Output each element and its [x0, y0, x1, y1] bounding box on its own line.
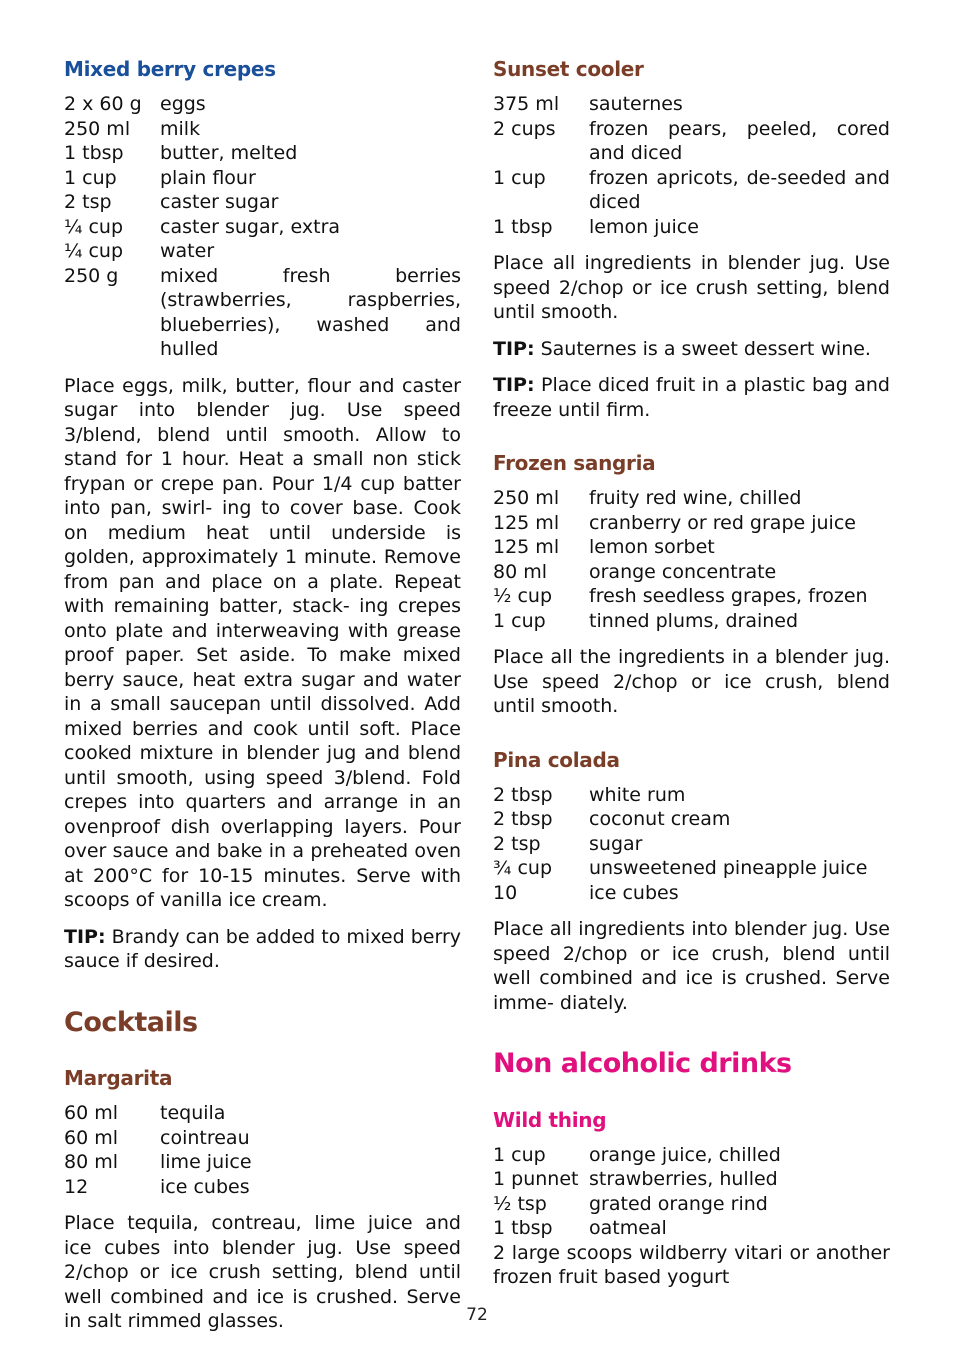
recipe-title-frozen-sangria: Frozen sangria — [493, 451, 656, 475]
tip-text: Place diced fruit in a plastic bag and freeze until firm. — [493, 374, 890, 421]
ingredient-item: tequila — [160, 1102, 226, 1125]
ingredient-item: oatmeal — [589, 1217, 667, 1240]
ingredient-list-frozen-sangria — [493, 486, 890, 633]
ingredient-qty: 2 x 60 g — [64, 93, 142, 115]
ingredient-row — [493, 215, 890, 240]
ingredient-item: fruity red wine, chilled — [589, 487, 802, 509]
ingredient-item: orange concentrate — [589, 560, 777, 583]
ingredient-qty: ½ cup — [493, 585, 553, 607]
ingredient-row — [493, 807, 890, 832]
recipe-title-mixed-berry-crepes: Mixed berry crepes — [64, 57, 276, 81]
ingredient-qty: ¼ cup — [64, 215, 124, 238]
ingredient-row — [493, 783, 890, 808]
ingredient-row — [493, 117, 890, 166]
ingredient-item: ice cubes — [589, 881, 679, 904]
ingredient-item: grated orange rind — [589, 1192, 768, 1215]
ingredient-item: ice cubes — [160, 1175, 250, 1198]
page-number: 72 — [466, 1305, 488, 1325]
right-column — [493, 58, 890, 1302]
section-heading-non-alcoholic-drinks: Non alcoholic drinks — [493, 1048, 792, 1079]
ingredient-list-pina-colada — [493, 783, 890, 906]
recipe-title-wild-thing: Wild thing — [493, 1107, 607, 1132]
left-column — [64, 58, 461, 1346]
section-heading-cocktails: Cocktails — [64, 1006, 198, 1038]
ingredient-item: sugar — [589, 832, 643, 855]
ingredient-qty: 2 tsp — [64, 191, 112, 213]
ingredient-qty: 375 ml — [493, 93, 560, 115]
ingredient-qty: 12 — [64, 1175, 89, 1198]
ingredient-row — [64, 1175, 461, 1200]
ingredient-row — [493, 1216, 890, 1241]
ingredient-item: white rum — [589, 783, 686, 806]
ingredient-qty: 1 tbsp — [64, 142, 124, 164]
ingredient-item: caster sugar — [160, 191, 279, 213]
ingredient-row — [493, 560, 890, 585]
ingredient-row — [64, 215, 461, 240]
recipe-title-pina-colada: Pina colada — [493, 747, 620, 772]
ingredient-qty: ½ tsp — [493, 1192, 547, 1215]
tip-sunset-cooler-2 — [493, 373, 890, 422]
ingredient-item: coconut cream — [589, 808, 731, 830]
ingredient-item: fresh seedless grapes, frozen — [589, 585, 868, 607]
ingredient-qty: 80 ml — [493, 560, 548, 583]
ingredient-row — [64, 190, 461, 215]
ingredient-row — [493, 609, 890, 634]
ingredient-row — [64, 117, 461, 142]
ingredient-row — [64, 141, 461, 166]
ingredient-qty: 2 tsp — [493, 832, 541, 855]
ingredient-item: cranberry or red grape juice — [589, 511, 856, 534]
ingredient-row — [493, 1192, 890, 1217]
ingredient-qty: 2 tbsp — [493, 783, 553, 806]
ingredient-qty: 60 ml — [64, 1126, 119, 1149]
ingredient-item: plain flour — [160, 166, 256, 189]
ingredient-row — [64, 239, 461, 264]
ingredient-qty: 80 ml — [64, 1151, 119, 1174]
ingredient-list-wild-thing — [493, 1143, 890, 1290]
ingredient-row — [493, 1143, 890, 1168]
ingredient-qty: 1 cup — [64, 166, 117, 189]
ingredient-qty: 1 tbsp — [493, 215, 553, 238]
recipe-title-sunset-cooler: Sunset cooler — [493, 57, 644, 81]
ingredient-row — [493, 881, 890, 906]
ingredient-row — [64, 1101, 461, 1126]
ingredient-qty: 2 tbsp — [493, 808, 553, 830]
ingredient-item: strawberries, hulled — [589, 1168, 778, 1191]
tip-label: TIP: — [493, 374, 535, 396]
method-mixed-berry-crepes: Place eggs, milk, butter, flour and caster sugar into blender jug. Use speed 3/blend, blend until smooth. Allow to stand for 1 hour. Heat a small non stick frypan or crepe pan. Pour 1/4 cup batter into pan, swirl- ing to cover base. Cook on medium heat until underside is golden, approximately 1 minute. Remove from pan and place on a plate. Repeat with remaining batter, stack- ing crepes onto plate and interweaving with grease proof paper. Set aside. To make mixed berry sauce, heat extra sugar and water in a small saucepan until dissolved. Add mixed berries and cook until soft. Place cooked mixture in blender jug and blend until smooth, using speed 3/blend. Fold crepes into quarters and arrange in an ovenproof dish overlapping layers. Pour over sauce and bake in a preheated oven at 200°C for 10-15 minutes. Serve with scoops of vanilla ice cream. — [64, 374, 461, 911]
method-pina-colada: Place all ingredients into blender jug. Use speed 2/chop or ice crush, blend until well combined and ice is crushed. Serve imme- diately. — [493, 918, 890, 1014]
ingredient-item: water — [160, 240, 215, 262]
ingredient-qty: 60 ml — [64, 1102, 119, 1125]
ingredient-row — [493, 1167, 890, 1192]
ingredient-qty: ¾ cup — [493, 857, 553, 879]
ingredient-row — [64, 1126, 461, 1151]
ingredient-item: lemon sorbet — [589, 536, 715, 558]
ingredient-row — [493, 535, 890, 560]
ingredient-row — [493, 92, 890, 117]
ingredient-qty: 1 cup — [493, 166, 546, 189]
ingredient-item: mixed fresh berries (strawberries, raspberries, blueberries), washed and hulled — [160, 264, 461, 360]
ingredient-qty: 125 ml — [493, 511, 560, 534]
ingredient-item: lemon juice — [589, 215, 699, 238]
ingredient-row — [64, 1150, 461, 1175]
ingredient-extra-line: 2 large scoops wildberry vitari or another frozen fruit based yogurt — [493, 1241, 890, 1289]
ingredient-row — [493, 856, 890, 881]
ingredient-list-sunset-cooler — [493, 92, 890, 239]
ingredient-item: sauternes — [589, 93, 683, 115]
ingredient-item: cointreau — [160, 1126, 250, 1149]
ingredient-item: butter, melted — [160, 142, 298, 164]
ingredient-qty: 1 cup — [493, 1143, 546, 1166]
ingredient-qty: 250 ml — [64, 117, 131, 140]
ingredient-item: eggs — [160, 93, 206, 115]
ingredient-qty: ¼ cup — [64, 240, 124, 262]
ingredient-item: orange juice, chilled — [589, 1143, 781, 1166]
ingredient-row — [493, 832, 890, 857]
ingredient-qty: 1 cup — [493, 609, 546, 632]
tip-text: Sauternes is a sweet dessert wine. — [534, 337, 871, 360]
ingredient-item: milk — [160, 117, 201, 140]
ingredient-row — [493, 584, 890, 609]
ingredient-item: frozen apricots, de-seeded and diced — [589, 166, 890, 213]
ingredient-qty: 250 g — [64, 264, 119, 287]
ingredient-item: lime juice — [160, 1151, 252, 1174]
ingredient-qty: 250 ml — [493, 487, 560, 509]
ingredient-row — [493, 166, 890, 215]
ingredient-qty: 1 punnet — [493, 1168, 579, 1191]
ingredient-item: tinned plums, drained — [589, 609, 799, 632]
method-frozen-sangria: Place all the ingredients in a blender jug. Use speed 2/chop or ice crush, blend until smooth. — [493, 646, 890, 717]
ingredient-row — [64, 264, 461, 362]
tip-mixed-berry-crepes — [64, 925, 461, 974]
tip-sunset-cooler-1 — [493, 337, 890, 362]
ingredient-row — [493, 511, 890, 536]
tip-text: Brandy can be added to mixed berry sauce if desired. — [64, 925, 461, 972]
ingredient-item: caster sugar, extra — [160, 215, 341, 238]
tip-label: TIP: — [64, 925, 106, 948]
ingredient-qty: 2 cups — [493, 117, 556, 140]
ingredient-row — [64, 166, 461, 191]
ingredient-qty: 125 ml — [493, 536, 560, 558]
method-sunset-cooler: Place all ingredients in blender jug. Use speed 2/chop or ice crush setting, blend until smooth. — [493, 252, 890, 323]
ingredient-qty: 10 — [493, 881, 518, 904]
ingredient-row — [493, 486, 890, 511]
ingredient-qty: 1 tbsp — [493, 1217, 553, 1240]
ingredient-row — [64, 92, 461, 117]
recipe-title-margarita: Margarita — [64, 1066, 173, 1091]
ingredient-list-mixed-berry-crepes — [64, 92, 461, 362]
tip-label: TIP: — [493, 337, 535, 360]
method-margarita: Place tequila, contreau, lime juice and ice cubes into blender jug. Use speed 2/chop or ice crush setting, blend until well combined and ice is crushed. Serve in salt rimmed glasses. — [64, 1212, 461, 1333]
ingredient-list-margarita — [64, 1101, 461, 1199]
ingredient-item: unsweetened pineapple juice — [589, 857, 868, 879]
ingredient-item: frozen pears, peeled, cored and diced — [589, 117, 890, 164]
